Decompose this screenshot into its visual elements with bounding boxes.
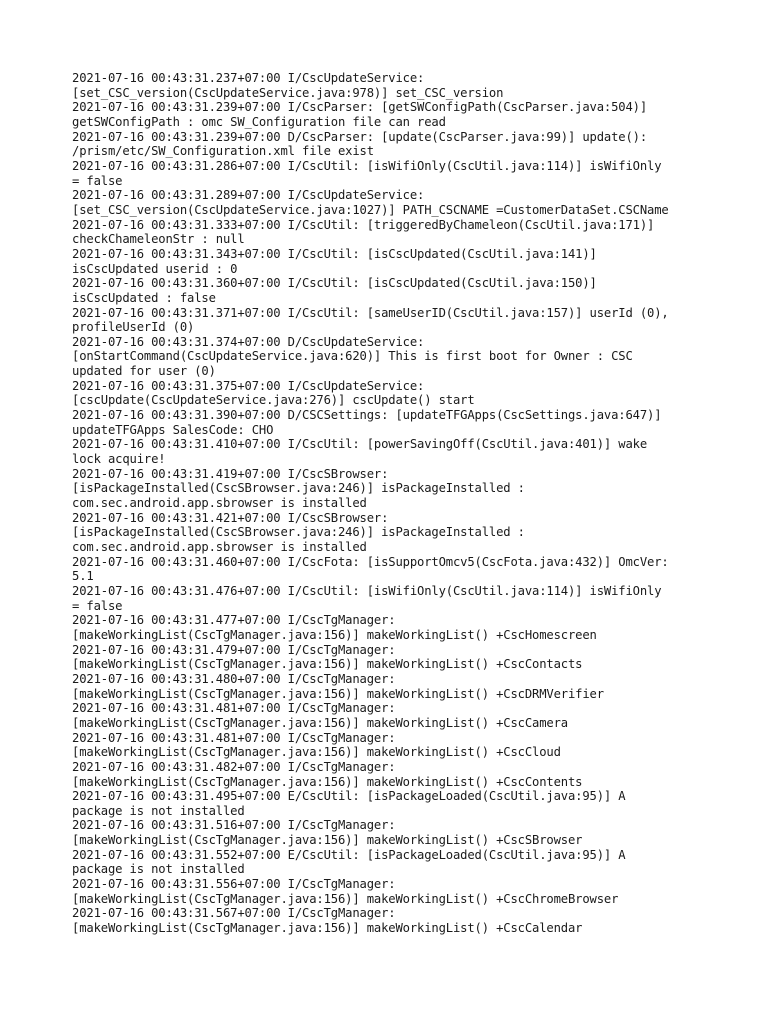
log-line: /prism/etc/SW_Configuration.xml file exist (72, 144, 374, 159)
log-line: 2021-07-16 00:43:31.419+07:00 I/CscSBrowser: (72, 466, 389, 481)
log-line: isCscUpdated userid : 0 (72, 261, 238, 276)
log-line: getSWConfigPath : omc SW_Configuration file can read (72, 114, 446, 129)
log-line: lock acquire! (72, 452, 166, 467)
log-line: 2021-07-16 00:43:31.374+07:00 D/CscUpdateService: (72, 334, 425, 349)
log-line: 2021-07-16 00:43:31.482+07:00 I/CscTgManager: (72, 759, 396, 774)
log-line: [onStartCommand(CscUpdateService.java:620)] This is first boot for Owner : CSC (72, 349, 633, 364)
log-line: com.sec.android.app.sbrowser is installed (72, 540, 367, 554)
log-line: 2021-07-16 00:43:31.495+07:00 E/CscUtil: [isPackageLoaded(CscUtil.java:95)] A (72, 789, 626, 804)
log-line: = false (72, 598, 123, 613)
log-line: updated for user (0) (72, 364, 216, 379)
log-line: [isPackageInstalled(CscSBrowser.java:246)] isPackageInstalled : (72, 481, 525, 496)
log-line: isCscUpdated : false (72, 290, 216, 305)
log-line: [makeWorkingList(CscTgManager.java:156)] makeWorkingList() +CscSBrowser (72, 833, 583, 848)
log-line: [cscUpdate(CscUpdateService.java:276)] cscUpdate() start (72, 393, 475, 408)
log-line: [set_CSC_version(CscUpdateService.java:978)] set_CSC_version (72, 85, 504, 100)
log-line: 2021-07-16 00:43:31.289+07:00 I/CscUpdateService: (72, 188, 425, 203)
log-line: package is not installed (72, 803, 245, 818)
log-line: 2021-07-16 00:43:31.375+07:00 I/CscUpdateService: (72, 378, 425, 393)
log-line: 2021-07-16 00:43:31.477+07:00 I/CscTgManager: (72, 613, 396, 628)
log-line: 2021-07-16 00:43:31.239+07:00 I/CscParser: [getSWConfigPath(CscParser.java:504)] (72, 100, 647, 115)
log-line: 2021-07-16 00:43:31.237+07:00 I/CscUpdateService: (72, 71, 425, 85)
log-line: [makeWorkingList(CscTgManager.java:156)] makeWorkingList() +CscChromeBrowser (72, 891, 619, 906)
log-line: [makeWorkingList(CscTgManager.java:156)] makeWorkingList() +CscHomescreen (72, 627, 597, 642)
log-line: [makeWorkingList(CscTgManager.java:156)] makeWorkingList() +CscDRMVerifier (72, 686, 604, 701)
log-line: 2021-07-16 00:43:31.567+07:00 I/CscTgManager: (72, 906, 396, 921)
log-line: 2021-07-16 00:43:31.516+07:00 I/CscTgManager: (72, 818, 396, 833)
log-line: 2021-07-16 00:43:31.552+07:00 E/CscUtil: [isPackageLoaded(CscUtil.java:95)] A (72, 847, 626, 862)
log-line: 2021-07-16 00:43:31.371+07:00 I/CscUtil: [sameUserID(CscUtil.java:157)] userId (0), (72, 305, 669, 320)
log-document (72, 71, 712, 936)
log-line: 2021-07-16 00:43:31.460+07:00 I/CscFota: [isSupportOmcv5(CscFota.java:432)] OmcVer: (72, 554, 669, 569)
log-line: [set_CSC_version(CscUpdateService.java:1027)] PATH_CSCNAME =CustomerDataSet.CSCName (72, 202, 669, 217)
log-line: 2021-07-16 00:43:31.480+07:00 I/CscTgManager: (72, 671, 396, 686)
log-line: 2021-07-16 00:43:31.481+07:00 I/CscTgManager: (72, 701, 396, 716)
log-line: = false (72, 173, 123, 188)
log-line: 2021-07-16 00:43:31.481+07:00 I/CscTgManager: (72, 730, 396, 745)
log-line: profileUserId (0) (72, 320, 195, 335)
log-line: [isPackageInstalled(CscSBrowser.java:246)] isPackageInstalled : (72, 525, 525, 540)
log-line: 5.1 (72, 569, 94, 584)
log-line: updateTFGApps SalesCode: CHO (72, 422, 274, 437)
log-line: checkChameleonStr : null (72, 232, 245, 247)
log-line: [makeWorkingList(CscTgManager.java:156)] makeWorkingList() +CscContacts (72, 657, 583, 672)
log-line: 2021-07-16 00:43:31.410+07:00 I/CscUtil: [powerSavingOff(CscUtil.java:401)] wake (72, 437, 647, 452)
log-line: 2021-07-16 00:43:31.421+07:00 I/CscSBrowser: (72, 510, 389, 525)
log-line: 2021-07-16 00:43:31.390+07:00 D/CSCSettings: [updateTFGApps(CscSettings.java:647)] (72, 408, 662, 423)
log-line: [makeWorkingList(CscTgManager.java:156)] makeWorkingList() +CscCamera (72, 715, 568, 730)
log-line: [makeWorkingList(CscTgManager.java:156)] makeWorkingList() +CscCloud (72, 745, 561, 760)
log-line: com.sec.android.app.sbrowser is installed (72, 496, 367, 511)
log-line: 2021-07-16 00:43:31.476+07:00 I/CscUtil: [isWifiOnly(CscUtil.java:114)] isWifiOnly (72, 583, 662, 598)
log-line: 2021-07-16 00:43:31.360+07:00 I/CscUtil: [isCscUpdated(CscUtil.java:150)] (72, 276, 597, 291)
log-line: [makeWorkingList(CscTgManager.java:156)] makeWorkingList() +CscContents (72, 774, 583, 789)
log-line: [makeWorkingList(CscTgManager.java:156)] makeWorkingList() +CscCalendar (72, 921, 583, 936)
log-line: 2021-07-16 00:43:31.343+07:00 I/CscUtil: [isCscUpdated(CscUtil.java:141)] (72, 246, 597, 261)
log-line: 2021-07-16 00:43:31.479+07:00 I/CscTgManager: (72, 642, 396, 657)
log-line: 2021-07-16 00:43:31.239+07:00 D/CscParser: [update(CscParser.java:99)] update(): (72, 129, 647, 144)
log-line: 2021-07-16 00:43:31.333+07:00 I/CscUtil: [triggeredByChameleon(CscUtil.java:171)] (72, 217, 655, 232)
log-line: package is not installed (72, 862, 245, 877)
log-line: 2021-07-16 00:43:31.286+07:00 I/CscUtil: [isWifiOnly(CscUtil.java:114)] isWifiOnly (72, 158, 662, 173)
log-line: 2021-07-16 00:43:31.556+07:00 I/CscTgManager: (72, 877, 396, 892)
